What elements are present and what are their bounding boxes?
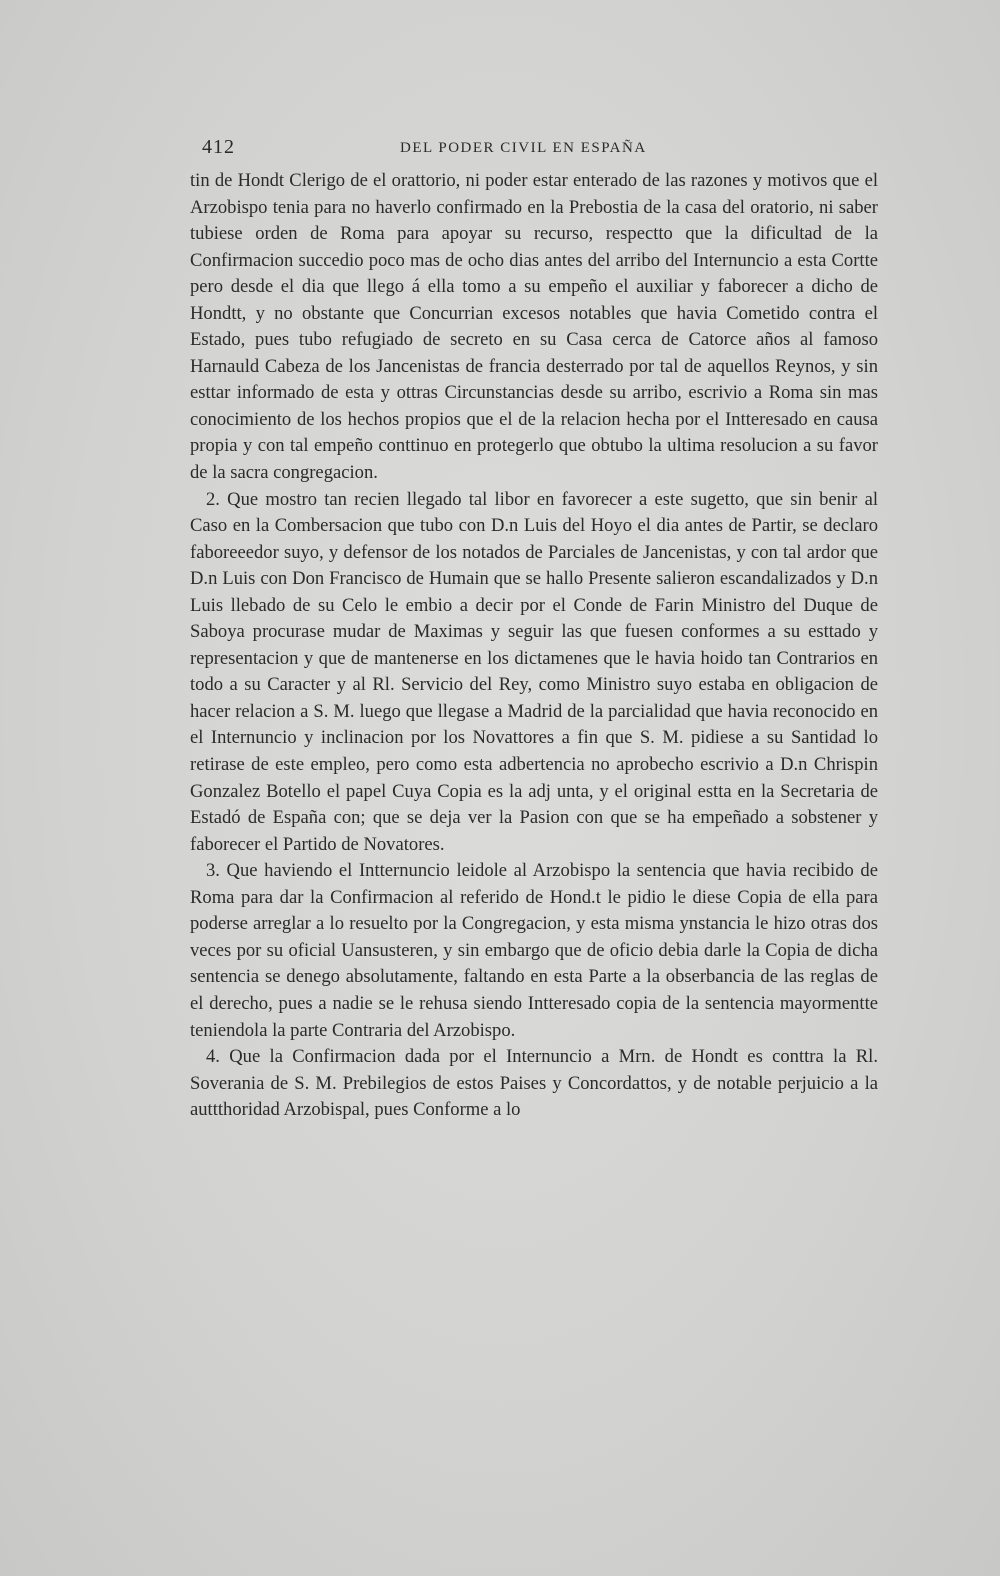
page-number: 412: [202, 136, 235, 158]
page-header: [190, 134, 880, 164]
paragraph-continued: tin de Hondt Clerigo de el orattorio, ni poder estar enterado de las razones y motivos que el Arzobispo tenia para no haverlo confirmado en la Prebostia de la casa del oratorio, ni saber tubiese orden de Roma para apoyar su recurso, respectto que la dificultad de la Confirmacion succedio poco mas de ocho dias antes del arribo del Internuncio a esta Cortte pero desde el dia que llego á ella tomo a su empeño el auxiliar y faborecer a dicho de Hondtt, y no obstante que Concurrian excesos notables que havia Cometido contra el Estado, pues tubo refugiado de secreto en su Casa cerca de Catorce años al famoso Harnauld Cabeza de los Jancenistas de francia desterrado por tal de aquellos Reynos, y sin esttar informado de esta y ottras Circunstancias desde su arribo, escrivio a Roma sin mas conocimiento de los hechos propios que el de la relacion hecha por el Intteresado en causa propia y con tal empeño conttinuo en protegerlo que obtubo la ultima resolucion a su favor de la sacra congregacion.: [190, 170, 878, 484]
paragraph-3: 3. Que haviendo el Intternuncio leidole al Arzobispo la sentencia que havia recibido de Roma para dar la Confirmacion al referido de Hond.t le pidio le diese Copia de ella para poderse arreglar a lo resuelto por la Congregacion, y esta misma ynstancia le hizo otras dos veces por su oficial Uansusteren, y sin embargo que de oficio debia darle la Copia de dicha sentencia se denego absolutamente, faltando en esta Parte a la obserbancia de las reglas de el derecho, pues a nadie se le rehusa siendo Intteresado copia de la sentencia mayormentte teniendola la parte Contraria del Arzobispo.: [190, 860, 878, 1041]
paragraph-2: 2. Que mostro tan recien llegado tal libor en favorecer a este sugetto, que sin benir al Caso en la Combersacion que tubo con D.n Luis del Hoyo el dia antes de Partir, se declaro faboreeedor suyo, y defensor de los notados de Parciales de Jancenistas, y con tal ardor que D.n Luis con Don Francisco de Humain que se hallo Presente salieron escandalizados y D.n Luis llebado de su Celo le embio a decir por el Conde de Farin Ministro del Duque de Saboya procurase mudar de Maximas y seguir las que fuesen conformes a su esttado y representacion y que de mantenerse en los dictamenes que le havia hoido tan Contrarios en todo a su Caracter y al Rl. Servicio del Rey, como Ministro suyo estaba en obligacion de hacer relacion a S. M. luego que llegase a Madrid de la parcialidad que havia reconocido en el Internuncio y inclinacion por los Novattores a fin que S. M. pidiese a su Santidad lo retirase de este empleo, pero como esta adbertencia no aprobecho escrivio a D.n Chrispin Gonzalez Botello el papel Cuya Copia es la adj unta, y el original estta en la Secretaria de Estadó de España con; que se deja ver la Pasion con que se ha empeñado a sobstener y faborecer el Partido de Novatores.: [190, 488, 878, 855]
paragraph-4: 4. Que la Confirmacion dada por el Internuncio a Mrn. de Hondt es conttra la Rl. Soverania de S. M. Prebilegios de estos Paises y Concordattos, y de notable perjuicio a la auttthoridad Arzobispal, pues Conforme a lo: [190, 1046, 878, 1121]
running-title: DEL PODER CIVIL EN ESPAÑA: [400, 140, 647, 156]
body-text: [190, 168, 878, 1124]
